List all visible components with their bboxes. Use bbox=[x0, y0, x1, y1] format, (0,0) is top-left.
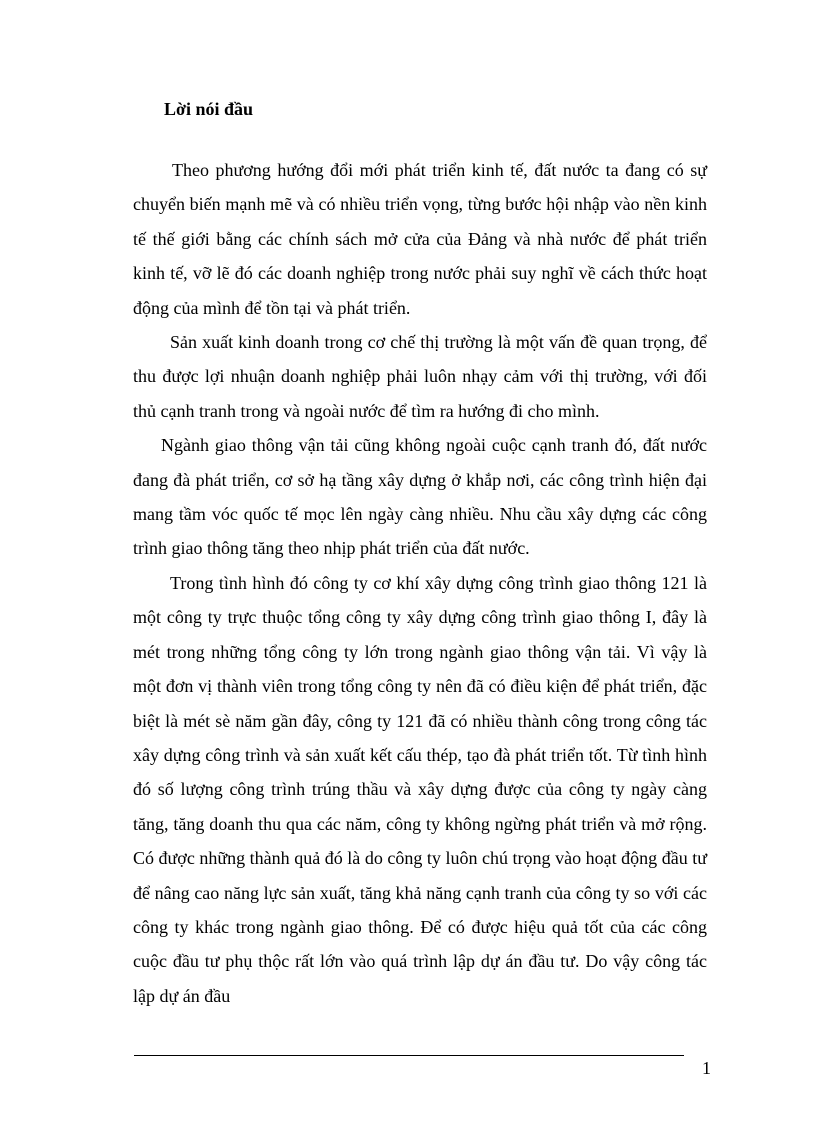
footer-divider bbox=[134, 1055, 684, 1056]
document-body bbox=[133, 153, 707, 1013]
document-title: Lời nói đầu bbox=[164, 99, 254, 119]
paragraph-2: Sản xuất kinh doanh trong cơ chế thị trường là một vấn đề quan trọng, để thu được lợi nhuận doanh nghiệp phải luôn nhạy cảm với thị trường, với đối thủ cạnh tranh trong và ngoài nước để tìm ra hướng đi cho mình. bbox=[133, 332, 707, 421]
paragraph-4: Trong tình hình đó công ty cơ khí xây dựng công trình giao thông 121 là một công ty trực thuộc tổng công ty xây dựng công trình giao thông I, đây là mét trong những tổng công ty lớn trong ngành giao thông vận tải. Vì vậy là một đơn vị thành viên trong tổng công ty nên đã có điều kiện để phát triển, đặc biệt là mét sè năm gần đây, công ty 121 đã có nhiều thành công trong công tác xây dựng công trình và sản xuất kết cấu thép, tạo đà phát triển tốt. Từ tình hình đó số lượng công trình trúng thầu và xây dựng được của công ty ngày càng tăng, tăng doanh thu qua các năm, công ty không ngừng phát triển và mở rộng. Có được những thành quả đó là do công ty luôn chú trọng vào hoạt động đầu tư để nâng cao năng lực sản xuất, tăng khả năng cạnh tranh của công ty so với các công ty khác trong ngành giao thông. Để có được hiệu quả tốt của các công cuộc đầu tư phụ thộc rất lớn vào quá trình lập dự án đầu tư. Do vậy công tác lập dự án đầu bbox=[133, 572, 707, 1006]
paragraph-1: Theo phương hướng đổi mới phát triển kinh tế, đất nước ta đang có sự chuyển biến mạnh mẽ và có nhiều triển vọng, từng bước hội nhập vào nền kinh tế thế giới bằng các chính sách mở cửa của Đảng và nhà nước để phát triển kinh tế, vỡ lẽ đó các doanh nghiệp trong nước phải suy nghĩ về cách thức hoạt động của mình để tồn tại và phát triển. bbox=[133, 160, 707, 318]
paragraph-3: Ngành giao thông vận tải cũng không ngoài cuộc cạnh tranh đó, đất nước đang đà phát triển, cơ sở hạ tầng xây dựng ở khắp nơi, các công trình hiện đại mang tầm vóc quốc tế mọc lên ngày càng nhiều. Nhu cầu xây dựng các công trình giao thông tăng theo nhịp phát triển của đất nước. bbox=[133, 435, 707, 559]
page-number: 1 bbox=[702, 1058, 711, 1078]
